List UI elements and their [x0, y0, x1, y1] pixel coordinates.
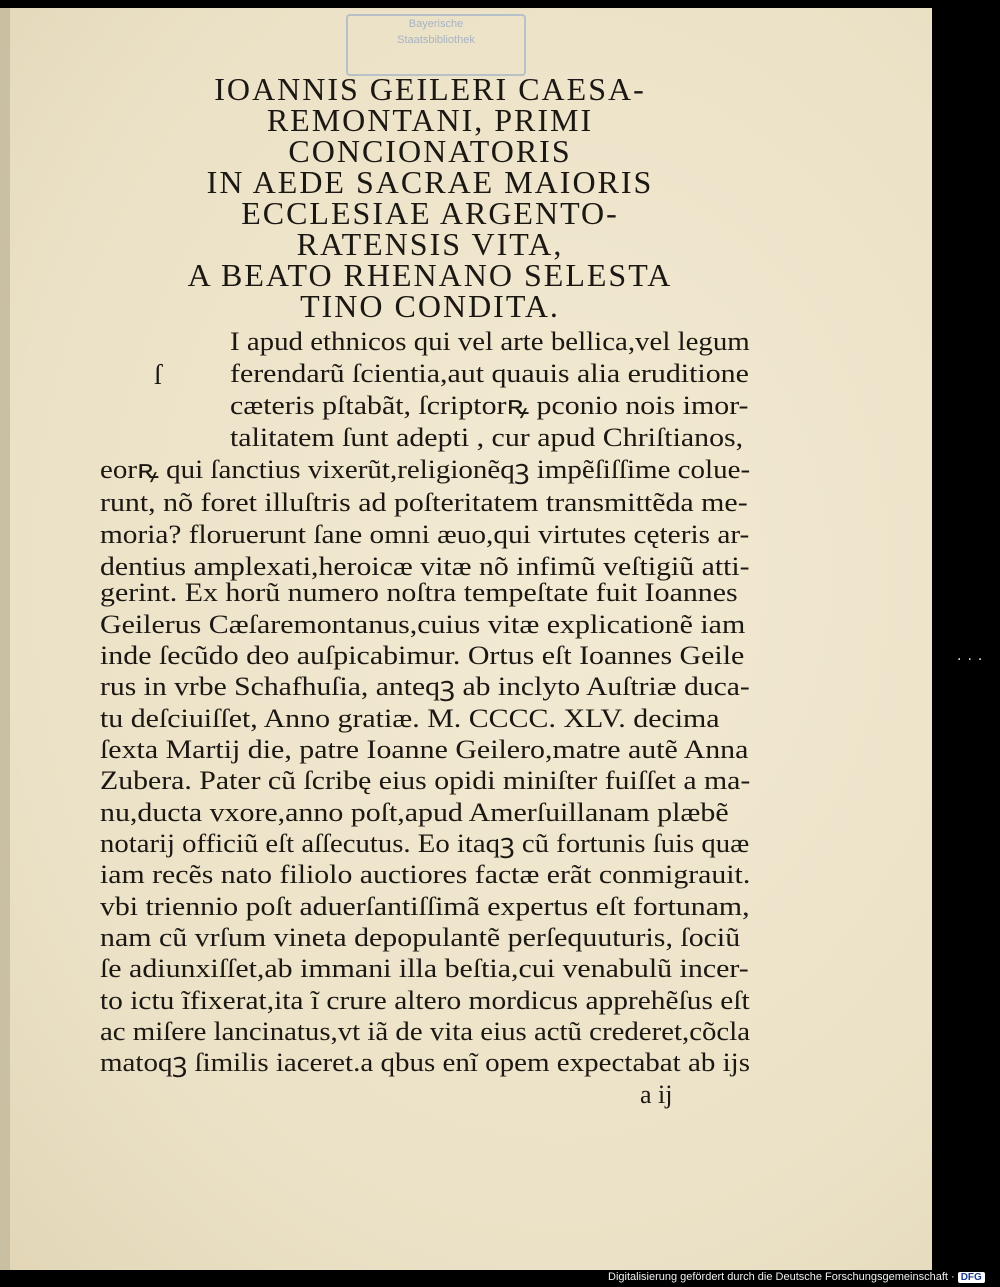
text-line: vbi triennio poſt aduerſantiſſimã expertus eſt fortunam, [100, 892, 750, 921]
text-line: eorꝶ qui ſanctius vixerũt,religionẽqꝫ impẽſiſſime colue- [100, 455, 751, 484]
text-line: Zubera. Pater cũ ſcribę eius opidi miniſter fuiſſet a ma- [100, 766, 751, 795]
library-stamp [346, 14, 526, 76]
text-line: to ictu ĩfixerat,ita ĩ crure altero mordicus apprehẽſus eſt [100, 986, 750, 1015]
initial-letter: ſ [154, 360, 162, 391]
text-line: nam cũ vrſum vineta depopulantẽ perſequuturis, ſociũ [100, 923, 741, 952]
text-line: tu deſciuiſſet, Anno gratiæ. M. CCCC. XLV. decima [100, 704, 720, 733]
text-line: nu,ducta vxore,anno poſt,apud Amerſuillanam plæbẽ [100, 798, 729, 827]
title-line: CONCIONATORIS [288, 133, 572, 169]
title-line: TINO CONDITA. [300, 288, 560, 324]
text-line: matoqꝫ ſimilis iaceret.a qbus enĩ opem expectabat ab ijs [100, 1048, 750, 1077]
text-line: talitatem ſunt adepti , cur apud Chriſtianos, [230, 423, 744, 452]
text-line: ſexta Martij die, patre Ioanne Geilero,matre autẽ Anna [100, 735, 749, 764]
text-line: ſe adiunxiſſet,ab immani illa beſtia,cui venabulũ incer- [100, 954, 749, 983]
stamp-line: Bayerische [408, 18, 464, 30]
signature-mark: a ij [640, 1080, 673, 1109]
text-line: inde ſecũdo deo auſpicabimur. Ortus eſt Ioannes Geile [100, 641, 745, 670]
text-line: runt, nõ foret illuſtris ad poſteritatem transmittẽda me- [100, 488, 748, 517]
title-line: A BEATO RHENANO SELESTA [187, 257, 673, 293]
page-title [130, 71, 730, 324]
stamp-line: Staatsbibliothek [397, 34, 475, 46]
scan-marker-dots: ··· [957, 652, 989, 668]
digitization-credit [608, 1271, 985, 1283]
text-line: dentius amplexati,heroicæ vitæ nõ infimũ veſtigiũ atti- [100, 552, 750, 581]
text-line: Geilerus Cæſaremontanus,cuius vitæ explicationẽ iam [100, 610, 746, 639]
text-line: iam recẽs nato filiolo auctiores factæ erãt conmigrauit. [100, 860, 751, 889]
title-line: IOANNIS GEILERI CAESA- [214, 71, 646, 107]
footer-text: Digitalisierung gefördert durch die Deutsche Forschungsgemeinschaft · [608, 1271, 955, 1283]
dfg-logo-icon: DFG [958, 1272, 985, 1283]
text-line: ac miſere lancinatus,vt iã de vita eius actũ crederet,cõcla [100, 1017, 751, 1046]
text-line: I apud ethnicos qui vel arte bellica,vel legum [230, 327, 750, 356]
text-line: rus in vrbe Schafhuſia, anteqꝫ ab inclyto Auſtriæ duca- [100, 672, 750, 701]
text-line: ferendarũ ſcientia,aut quauis alia eruditione [230, 359, 749, 388]
text-line: cæteris pſtabãt, ſcriptorꝶ pconio nois imor- [230, 391, 749, 420]
text-line: moria? floruerunt ſane omni æuo,qui virtutes cęteris ar- [100, 520, 750, 549]
title-line: RATENSIS VITA, [296, 226, 564, 262]
text-line: notarij officiũ eſt aſſecutus. Eo itaqꝫ cũ fortunis ſuis quæ [100, 829, 750, 858]
text-line: gerint. Ex horũ numero noſtra tempeſtate fuit Ioannes [100, 578, 738, 607]
title-line: ECCLESIAE ARGENTO- [241, 195, 619, 231]
title-line: REMONTANI, PRIMI [266, 102, 594, 138]
title-line: IN AEDE SACRAE MAIORIS [206, 164, 654, 200]
page-edge [0, 8, 10, 1270]
